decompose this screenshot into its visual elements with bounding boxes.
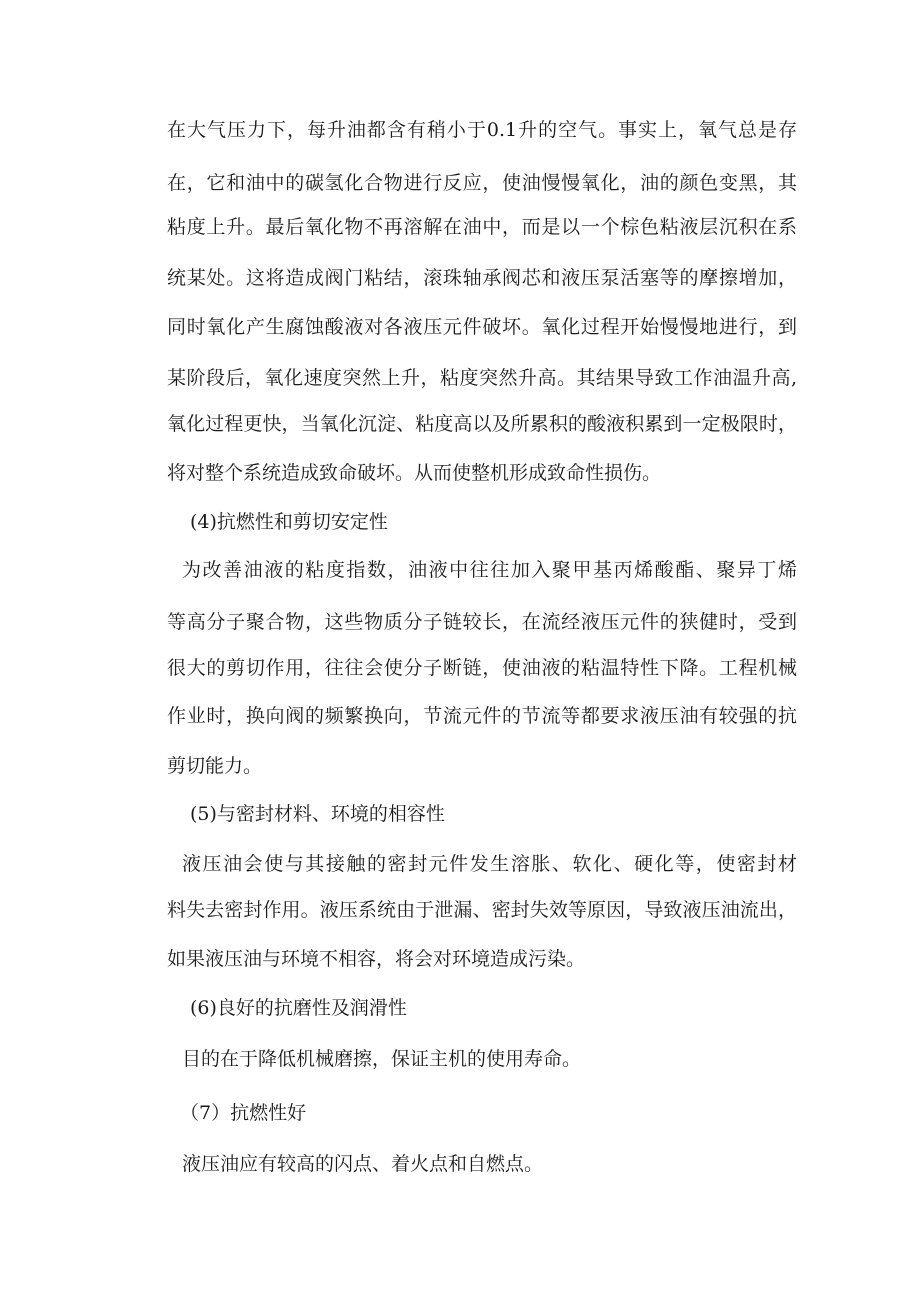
text-line: 料失去密封作用。液压系统由于泄漏、密封失效等原因，导致液压油流出， [167, 899, 797, 921]
text-line: 为改善油液的粘度指数，油液中往往加入聚甲基丙烯酸酯、聚异丁烯 [182, 559, 797, 581]
text-line: 将对整个系统造成致命破坏。从而使整机形成致命性损伤。 [167, 462, 662, 484]
text-line: 作业时，换向阀的频繁换向，节流元件的节流等都要求液压油有较强的抗 [167, 705, 797, 727]
text-line: 等高分子聚合物，这些物质分子链较长，在流经液压元件的狭健时，受到 [167, 611, 797, 633]
text-line: 液压油应有较高的闪点、着火点和自燃点。 [182, 1153, 544, 1175]
text-line: 氧化过程更快，当氧化沉淀、粘度高以及所累积的酸液积累到一定极限时， [167, 413, 797, 435]
text-line: 液压油会使与其接触的密封元件发生溶胀、软化、硬化等，使密封材 [182, 853, 797, 875]
text-line: 某阶段后，氧化速度突然上升，粘度突然升高。其结果导致工作油温升高, [167, 367, 797, 389]
text-line: 在，它和油中的碳氢化合物进行反应，使油慢慢氧化，油的颜色变黑，其 [167, 172, 797, 194]
text-line: 剪切能力。 [167, 755, 263, 777]
text-line: 粘度上升。最后氧化物不再溶解在油中，而是以一个棕色粘液层沉积在系 [167, 216, 797, 238]
text-line: 在大气压力下，每升油都含有稍小于0.1升的空气。事实上，氧气总是存 [167, 119, 797, 141]
section-heading-5: (5)与密封材料、环境的相容性 [190, 803, 445, 825]
text-line: 同时氧化产生腐蚀酸液对各液压元件破坏。氧化过程开始慢慢地进行，到 [167, 316, 797, 338]
text-line: 很大的剪切作用，往往会使分子断链，使油液的粘温特性下降。工程机械 [167, 657, 797, 679]
text-line: 如果液压油与环境不相容，将会对环境造成污染。 [167, 948, 586, 970]
section-heading-4: (4)抗燃性和剪切安定性 [190, 511, 388, 533]
section-heading-7: （7）抗燃性好 [180, 1102, 307, 1124]
text-line: 目的在于降低机械磨擦，保证主机的使用寿命。 [182, 1048, 582, 1070]
text-line: 统某处。这将造成阀门粘结，滚珠轴承阀芯和液压泵活塞等的摩擦增加， [167, 267, 797, 289]
section-heading-6: (6)良好的抗磨性及润滑性 [190, 997, 407, 1019]
